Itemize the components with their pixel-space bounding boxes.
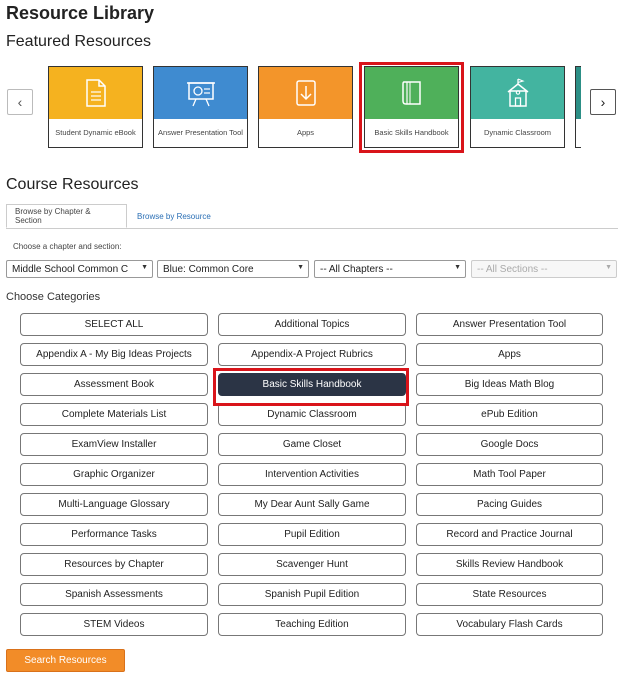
section-select-value: -- All Sections -- <box>477 263 548 275</box>
category-button-apps[interactable]: Apps <box>416 343 603 366</box>
featured-resources-title: Featured Resources <box>6 33 151 50</box>
category-button-answer-presentation-tool[interactable]: Answer Presentation Tool <box>416 313 603 336</box>
category-button-select-all[interactable]: SELECT ALL <box>20 313 208 336</box>
card-label: Answer Presentation Tool <box>158 127 243 137</box>
carousel-prev-button[interactable] <box>7 89 33 115</box>
category-button-appendix-a-my-big-ideas-projects[interactable]: Appendix A - My Big Ideas Projects <box>20 343 208 366</box>
category-button-spanish-assessments[interactable]: Spanish Assessments <box>20 583 208 606</box>
select-caret-icon: ▼ <box>297 264 304 271</box>
category-button-skills-review-handbook[interactable]: Skills Review Handbook <box>416 553 603 576</box>
chevron-left-icon: ‹ <box>17 94 23 110</box>
select-caret-icon: ▼ <box>605 264 612 271</box>
category-button-intervention-activities[interactable]: Intervention Activities <box>218 463 406 486</box>
category-button-google-docs[interactable]: Google Docs <box>416 433 603 456</box>
featured-card-dynamic-classroom[interactable] <box>470 66 565 148</box>
card-label: Apps <box>296 127 315 137</box>
category-button-math-tool-paper[interactable]: Math Tool Paper <box>416 463 603 486</box>
category-button-performance-tasks[interactable]: Performance Tasks <box>20 523 208 546</box>
card-tile <box>576 67 581 119</box>
category-button-scavenger-hunt[interactable]: Scavenger Hunt <box>218 553 406 576</box>
choose-chapter-label: Choose a chapter and section: <box>13 242 122 251</box>
course-select[interactable] <box>6 260 153 278</box>
category-button-multi-language-glossary[interactable]: Multi-Language Glossary <box>20 493 208 516</box>
category-button-spanish-pupil-edition[interactable]: Spanish Pupil Edition <box>218 583 406 606</box>
card-tile <box>154 67 247 119</box>
category-button-state-resources[interactable]: State Resources <box>416 583 603 606</box>
chapter-select[interactable] <box>314 260 466 278</box>
edition-select[interactable] <box>157 260 309 278</box>
download-icon <box>295 79 317 107</box>
card-label: Basic Skills Handbook <box>374 127 449 137</box>
category-button-appendix-a-project-rubrics[interactable]: Appendix-A Project Rubrics <box>218 343 406 366</box>
search-resources-button[interactable]: Search Resources <box>6 649 125 672</box>
category-button-complete-materials-list[interactable]: Complete Materials List <box>20 403 208 426</box>
category-button-additional-topics[interactable]: Additional Topics <box>218 313 406 336</box>
card-tile <box>365 67 458 119</box>
edition-select-value: Blue: Common Core <box>163 263 254 275</box>
section-select <box>471 260 617 278</box>
featured-card-basic-skills-handbook[interactable] <box>364 66 459 148</box>
category-button-my-dear-aunt-sally-game[interactable]: My Dear Aunt Sally Game <box>218 493 406 516</box>
category-button-dynamic-classroom[interactable]: Dynamic Classroom <box>218 403 406 426</box>
category-button-pupil-edition[interactable]: Pupil Edition <box>218 523 406 546</box>
tab-browse-by-chapter[interactable]: Browse by Chapter & Section <box>6 204 127 228</box>
carousel-next-button[interactable] <box>590 89 616 115</box>
featured-card-answer-presentation-tool[interactable] <box>153 66 248 148</box>
category-button-pacing-guides[interactable]: Pacing Guides <box>416 493 603 516</box>
category-button-assessment-book[interactable]: Assessment Book <box>20 373 208 396</box>
presentation-icon <box>186 79 216 107</box>
page-title: Resource Library <box>6 3 155 23</box>
schoolhouse-icon <box>504 78 532 108</box>
card-label: Dynamic Classroom <box>483 127 552 137</box>
book-icon <box>399 79 425 107</box>
chapter-select-value: -- All Chapters -- <box>320 263 393 275</box>
document-icon <box>85 79 107 107</box>
category-button-graphic-organizer[interactable]: Graphic Organizer <box>20 463 208 486</box>
card-tile <box>49 67 142 119</box>
chevron-right-icon: › <box>600 94 606 110</box>
select-caret-icon: ▼ <box>141 264 148 271</box>
card-tile <box>471 67 564 119</box>
card-tile <box>259 67 352 119</box>
category-button-resources-by-chapter[interactable]: Resources by Chapter <box>20 553 208 576</box>
category-button-epub-edition[interactable]: ePub Edition <box>416 403 603 426</box>
category-button-basic-skills-handbook[interactable]: Basic Skills Handbook <box>218 373 406 396</box>
category-button-game-closet[interactable]: Game Closet <box>218 433 406 456</box>
course-resources-title: Course Resources <box>6 176 139 193</box>
category-button-teaching-edition[interactable]: Teaching Edition <box>218 613 406 636</box>
category-button-examview-installer[interactable]: ExamView Installer <box>20 433 208 456</box>
category-button-stem-videos[interactable]: STEM Videos <box>20 613 208 636</box>
select-caret-icon: ▼ <box>454 264 461 271</box>
featured-card-partial[interactable] <box>575 66 581 148</box>
category-button-vocabulary-flash-cards[interactable]: Vocabulary Flash Cards <box>416 613 603 636</box>
course-select-value: Middle School Common C <box>12 263 129 275</box>
category-button-record-and-practice-journal[interactable]: Record and Practice Journal <box>416 523 603 546</box>
tab-browse-by-resource[interactable]: Browse by Resource <box>137 211 211 221</box>
featured-card-student-dynamic-ebook[interactable] <box>48 66 143 148</box>
browse-tabs <box>6 204 618 229</box>
featured-card-apps[interactable] <box>258 66 353 148</box>
card-label: Student Dynamic eBook <box>55 127 136 137</box>
choose-categories-label: Choose Categories <box>6 291 101 303</box>
category-button-big-ideas-math-blog[interactable]: Big Ideas Math Blog <box>416 373 603 396</box>
